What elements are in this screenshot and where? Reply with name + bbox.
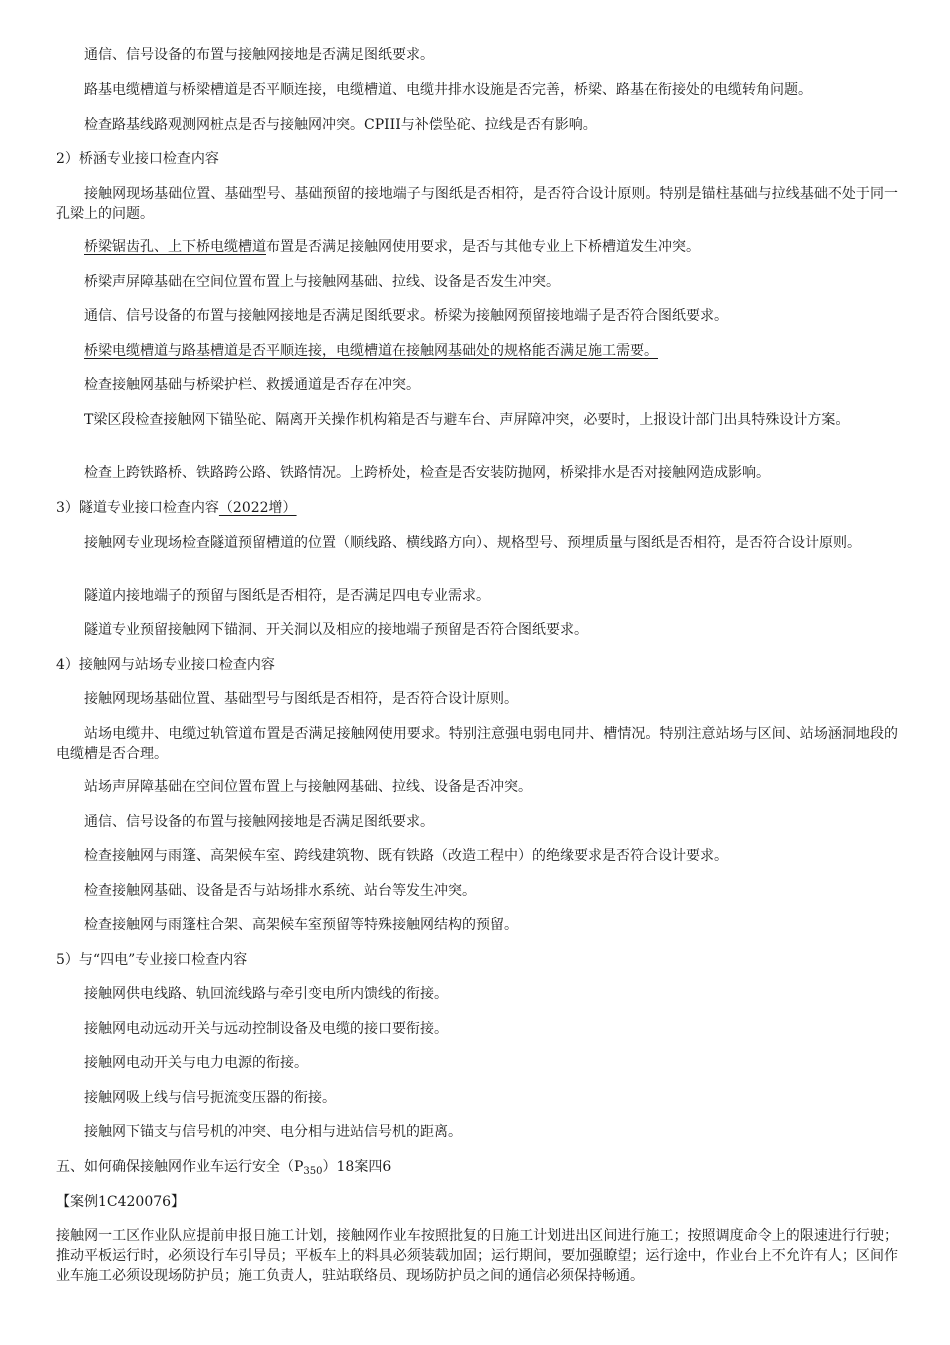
section-heading-tunnel [56, 498, 898, 518]
underlined-text: 桥梁锯齿孔、上下桥电缆槽道 [84, 239, 266, 255]
paragraph: 接触网电动开关与电力电源的衔接。 [84, 1055, 308, 1071]
paragraph: 接触网现场基础位置、基础型号与图纸是否相符，是否符合设计原则。 [84, 691, 518, 707]
paragraph: 接触网专业现场检查隧道预留槽道的位置（顺线路、横线路方向）、规格型号、预埋质量与图纸是否相符，是否符合设计原则。 [84, 535, 861, 551]
paragraph: 接触网下锚支与信号机的冲突、电分相与进站信号机的距离。 [84, 1124, 462, 1140]
paragraph: 检查路基线路观测网桩点是否与接触网冲突。CPIII与补偿坠砣、拉线是否有影响。 [84, 117, 597, 133]
heading-text: 3）隧道专业接口检查内容 [56, 500, 219, 516]
paragraph: 检查接触网与雨篷柱合架、高架候车室预留等特殊接触网结构的预留。 [84, 917, 518, 933]
case-title: 【案例1C420076】 [56, 1194, 186, 1210]
paragraph: 隧道专业预留接触网下锚洞、开关洞以及相应的接地端子预留是否符合图纸要求。 [84, 622, 588, 638]
paragraph: 检查接触网基础与桥梁护栏、救援通道是否存在冲突。 [84, 377, 420, 393]
page-ref-subscript: 350 [303, 1166, 323, 1177]
paragraph: 检查接触网基础、设备是否与站场排水系统、站台等发生冲突。 [84, 883, 476, 899]
paragraph: 通信、信号设备的布置与接触网接地是否满足图纸要求。 [84, 47, 434, 63]
section-heading-station: 4）接触网与站场专业接口检查内容 [56, 657, 275, 673]
section-heading-bridge: 2）桥涵专业接口检查内容 [56, 151, 219, 167]
paragraph: T梁区段检查接触网下锚坠砣、隔离开关操作机构箱是否与避车台、声屏障冲突，必要时，上报设计部门出具特殊设计方案。 [84, 412, 850, 428]
paragraph: 接触网电动远动开关与远动控制设备及电缆的接口要衔接。 [84, 1021, 448, 1037]
paragraph: 路基电缆槽道与桥梁槽道是否平顺连接，电缆槽道、电缆井排水设施是否完善，桥梁、路基在衔接处的电缆转角问题。 [84, 82, 812, 98]
paragraph: 接触网供电线路、轨回流线路与牵引变电所内馈线的衔接。 [84, 986, 448, 1002]
paragraph: 桥梁声屏障基础在空间位置布置上与接触网基础、拉线、设备是否发生冲突。 [84, 274, 560, 290]
paragraph: 隧道内接地端子的预留与图纸是否相符，是否满足四电专业需求。 [84, 588, 490, 604]
paragraph: 接触网一工区作业队应提前申报日施工计划，接触网作业车按照批复的日施工计划进出区间进行施工；按照调度命令上的限速进行行驶；推动平板运行时，必须设行车引导员；平板车上的料具必须装载加固；运行期间，要加强瞭望；运行途中，作业台上不允许有人；区间作业车施工必须设现场防护员；施工负责人，驻站联络员、现场防护员之间的通信必须保持畅通。 [56, 1228, 898, 1284]
paragraph: 检查上跨铁路桥、铁路跨公路、铁路情况。上跨桥处，检查是否安装防抛网，桥梁排水是否对接触网造成影响。 [84, 465, 770, 481]
paragraph: 通信、信号设备的布置与接触网接地是否满足图纸要求。 [84, 814, 434, 830]
paragraph-text: 布置是否满足接触网使用要求，是否与其他专业上下桥槽道发生冲突。 [266, 239, 700, 255]
section-heading-safety [56, 1157, 898, 1177]
underlined-text: （2022增） [218, 500, 297, 516]
underlined-text: 桥梁电缆槽道与路基槽道是否平顺连接，电缆槽道在接触网基础处的规格能否满足施工需要。 [84, 343, 658, 359]
paragraph [56, 341, 898, 361]
paragraph: 接触网吸上线与信号扼流变压器的衔接。 [84, 1090, 336, 1106]
paragraph: 站场电缆井、电缆过轨管道布置是否满足接触网使用要求。特别注意强电弱电同井、槽情况。特别注意站场与区间、站场涵洞地段的电缆槽是否合理。 [56, 726, 898, 762]
paragraph: 检查接触网与雨篷、高架候车室、跨线建筑物、既有铁路（改造工程中）的绝缘要求是否符合设计要求。 [84, 848, 728, 864]
heading-text: ）18案四6 [322, 1159, 392, 1175]
paragraph: 站场声屏障基础在空间位置布置上与接触网基础、拉线、设备是否冲突。 [84, 779, 532, 795]
paragraph: 通信、信号设备的布置与接触网接地是否满足图纸要求。桥梁为接触网预留接地端子是否符合图纸要求。 [84, 308, 728, 324]
paragraph: 接触网现场基础位置、基础型号、基础预留的接地端子与图纸是否相符，是否符合设计原则。特别是锚柱基础与拉线基础不处于同一孔梁上的问题。 [56, 186, 898, 222]
heading-text: 五、如何确保接触网作业车运行安全（P [56, 1159, 304, 1175]
paragraph [56, 237, 898, 257]
section-heading-four-electric: 5）与“四电”专业接口检查内容 [56, 952, 248, 968]
